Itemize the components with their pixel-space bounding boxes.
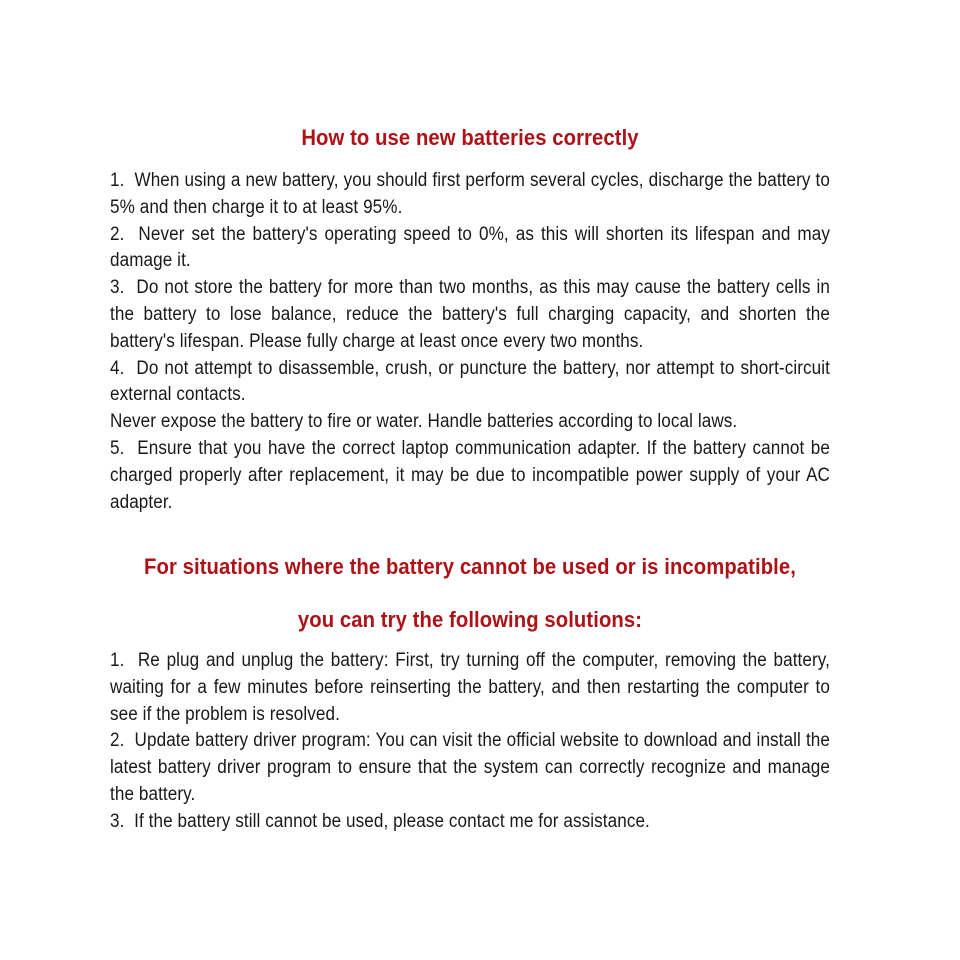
battery-usage-instructions — [110, 168, 830, 516]
subtitle-troubleshooting-line2: you can try the following solutions: — [297, 607, 643, 632]
instruction-item-3: 3. Do not store the battery for more than two months, as this may cause the battery cells in the battery to lose balance, reduce the battery's full charging capacity, and shorten the battery's lifespan. Please fully charge at least once every two months. — [110, 277, 830, 352]
instruction-item-2: 2. Never set the battery's operating speed to 0%, as this will shorten its lifespan and may damage it. — [110, 223, 830, 272]
subtitle-troubleshooting-line1: For situations where the battery cannot be used or is incompatible, — [144, 554, 796, 579]
instruction-note-fire-water: Never expose the battery to fire or water. Handle batteries according to local laws. — [110, 411, 738, 433]
instruction-item-1: 1. When using a new battery, you should first perform several cycles, discharge the battery to 5% and then charge it to at least 95%. — [110, 170, 830, 218]
document-page — [110, 0, 830, 960]
solution-item-2: 2. Update battery driver program: You can visit the official website to download and install the latest battery driver program to ensure that the system can correctly recognize and manage the battery. — [110, 730, 830, 805]
solution-item-3: 3. If the battery still cannot be used, please contact me for assistance. — [110, 810, 650, 832]
solution-item-1: 1. Re plug and unplug the battery: First, try turning off the computer, removing the battery, waiting for a few minutes before reinserting the battery, and then restarting the computer to see if the problem is resolved. — [110, 650, 830, 725]
instruction-item-5: 5. Ensure that you have the correct laptop communication adapter. If the battery cannot be charged properly after replacement, it may be due to incompatible power supply of your AC adapter. — [110, 437, 830, 513]
title-how-to-use-batteries: How to use new batteries correctly — [301, 125, 639, 150]
troubleshooting-solutions — [110, 648, 830, 836]
instruction-item-4: 4. Do not attempt to disassemble, crush, or puncture the battery, nor attempt to short-circuit external contacts. — [110, 357, 830, 406]
